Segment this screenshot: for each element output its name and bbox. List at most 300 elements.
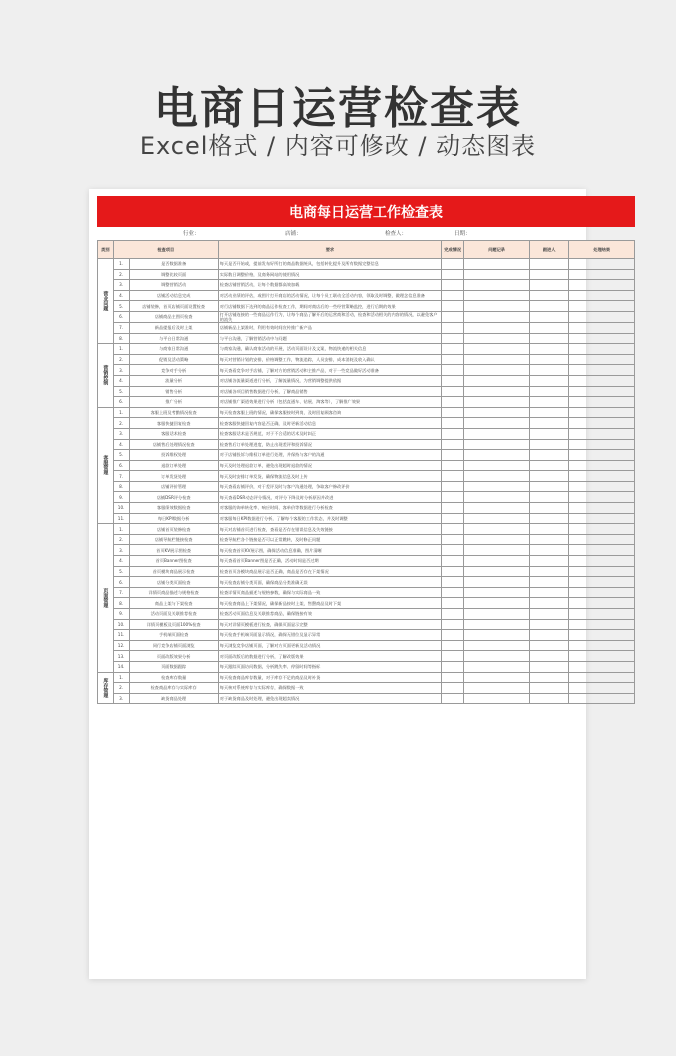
owner-cell[interactable] — [529, 290, 568, 301]
issue-cell[interactable] — [464, 460, 530, 471]
item-name: 退款订单处理 — [129, 460, 218, 471]
result-cell[interactable] — [569, 365, 635, 376]
item-name: 商品上架与下架检查 — [129, 598, 218, 609]
item-requirement: 对活动业绩的评估，或图片打开商店的活动情况，让每个员工联动全活动内容，领取及时调整，做理念信息准备 — [218, 290, 441, 301]
result-cell[interactable] — [569, 503, 635, 514]
issue-cell[interactable] — [464, 661, 530, 672]
table-row — [98, 311, 635, 322]
issue-cell[interactable] — [464, 311, 530, 322]
result-cell[interactable] — [569, 290, 635, 301]
done-cell[interactable] — [441, 630, 463, 641]
table-row — [98, 259, 635, 270]
result-cell[interactable] — [569, 397, 635, 408]
item-requirement: 检查客服快捷回复内容是否正确，及时更新活动信息 — [218, 418, 441, 429]
owner-cell[interactable] — [529, 630, 568, 641]
table-row — [98, 471, 635, 482]
item-name: 首页KV展示图检查 — [129, 545, 218, 556]
item-number: 1. — [113, 524, 129, 535]
result-cell[interactable] — [569, 333, 635, 344]
item-number: 2. — [113, 269, 129, 280]
done-cell[interactable] — [441, 407, 463, 418]
issue-cell[interactable] — [464, 545, 530, 556]
item-number: 2. — [113, 418, 129, 429]
done-cell[interactable] — [441, 280, 463, 291]
sheet-title: 电商每日运营工作检查表 — [97, 196, 635, 227]
done-cell[interactable] — [441, 587, 463, 598]
owner-cell[interactable] — [529, 365, 568, 376]
table-row — [98, 598, 635, 609]
owner-cell[interactable] — [529, 651, 568, 662]
owner-cell[interactable] — [529, 322, 568, 333]
issue-cell[interactable] — [464, 290, 530, 301]
item-number: 10. — [113, 619, 129, 630]
col-item: 检查项目 — [113, 241, 218, 259]
result-cell[interactable] — [569, 545, 635, 556]
table-row — [98, 481, 635, 492]
issue-cell[interactable] — [464, 640, 530, 651]
owner-cell[interactable] — [529, 471, 568, 482]
item-number: 3. — [113, 693, 129, 704]
result-cell[interactable] — [569, 577, 635, 588]
done-cell[interactable] — [441, 322, 463, 333]
issue-cell[interactable] — [464, 481, 530, 492]
issue-cell[interactable] — [464, 630, 530, 641]
issue-cell[interactable] — [464, 492, 530, 503]
result-cell[interactable] — [569, 524, 635, 535]
result-cell[interactable] — [569, 301, 635, 312]
item-requirement: 每天查看DSR动态评分情况，对评分下降及时分析原因并改进 — [218, 492, 441, 503]
result-cell[interactable] — [569, 619, 635, 630]
item-requirement: 每天核对系统库存与实际库存，确保数据一致 — [218, 683, 441, 694]
result-cell[interactable] — [569, 661, 635, 672]
item-name: 店铺活动信息完成 — [129, 290, 218, 301]
item-number: 11. — [113, 513, 129, 524]
result-cell[interactable] — [569, 693, 635, 704]
owner-cell[interactable] — [529, 386, 568, 397]
issue-cell[interactable] — [464, 513, 530, 524]
done-cell[interactable] — [441, 311, 463, 322]
issue-cell[interactable] — [464, 375, 530, 386]
owner-cell[interactable] — [529, 619, 568, 630]
item-number: 5. — [113, 566, 129, 577]
table-row — [98, 609, 635, 620]
item-number: 14. — [113, 661, 129, 672]
done-cell[interactable] — [441, 566, 463, 577]
result-cell[interactable] — [569, 439, 635, 450]
table-row — [98, 397, 635, 408]
done-cell[interactable] — [441, 598, 463, 609]
done-cell[interactable] — [441, 577, 463, 588]
item-name: 调整比较页面 — [129, 269, 218, 280]
table-row — [98, 534, 635, 545]
result-cell[interactable] — [569, 672, 635, 683]
owner-cell[interactable] — [529, 301, 568, 312]
owner-cell[interactable] — [529, 375, 568, 386]
issue-cell[interactable] — [464, 322, 530, 333]
table-row — [98, 524, 635, 535]
done-cell[interactable] — [441, 524, 463, 535]
owner-cell[interactable] — [529, 333, 568, 344]
item-name: 店铺装修，首页店铺页面设置检查 — [129, 301, 218, 312]
owner-cell[interactable] — [529, 450, 568, 461]
owner-cell[interactable] — [529, 269, 568, 280]
owner-cell[interactable] — [529, 661, 568, 672]
done-cell[interactable] — [441, 471, 463, 482]
owner-cell[interactable] — [529, 311, 568, 322]
done-cell[interactable] — [441, 259, 463, 270]
issue-cell[interactable] — [464, 280, 530, 291]
done-cell[interactable] — [441, 450, 463, 461]
done-cell[interactable] — [441, 513, 463, 524]
issue-cell[interactable] — [464, 651, 530, 662]
issue-cell[interactable] — [464, 683, 530, 694]
item-requirement: 每天及时安排订单发货，确保物流信息及时上传 — [218, 471, 441, 482]
result-cell[interactable] — [569, 407, 635, 418]
result-cell[interactable] — [569, 269, 635, 280]
item-requirement: 与平台沟通，了解营销活动中与问题 — [218, 333, 441, 344]
owner-cell[interactable] — [529, 566, 568, 577]
done-cell[interactable] — [441, 693, 463, 704]
owner-cell[interactable] — [529, 672, 568, 683]
issue-cell[interactable] — [464, 333, 530, 344]
table-row — [98, 577, 635, 588]
item-number: 8. — [113, 598, 129, 609]
issue-cell[interactable] — [464, 503, 530, 514]
table-row — [98, 407, 635, 418]
result-cell[interactable] — [569, 598, 635, 609]
item-requirement: 对客服每日KPI数据进行分析，了解每个客服的工作状态，并及时调整 — [218, 513, 441, 524]
table-row — [98, 672, 635, 683]
item-name: 检查商品库存与实际库存 — [129, 683, 218, 694]
item-name: 店铺首页装修检查 — [129, 524, 218, 535]
item-number: 1. — [113, 672, 129, 683]
issue-cell[interactable] — [464, 365, 530, 376]
item-requirement: 对客服的询单转化率、响应时间、客单价等数据进行分析检查 — [218, 503, 441, 514]
result-cell[interactable] — [569, 513, 635, 524]
table-row — [98, 269, 635, 280]
table-row — [98, 365, 635, 376]
done-cell[interactable] — [441, 397, 463, 408]
item-requirement: 每天是否开始或，提前发布好所打的商品数据统具，包括转化提升及所有数据完整信息 — [218, 259, 441, 270]
issue-cell[interactable] — [464, 386, 530, 397]
item-number: 4. — [113, 439, 129, 450]
owner-cell[interactable] — [529, 259, 568, 270]
item-requirement: 每天浏览竞争店铺页面，了解对方页面更新及活动情况 — [218, 640, 441, 651]
owner-cell[interactable] — [529, 354, 568, 365]
result-cell[interactable] — [569, 344, 635, 355]
result-cell[interactable] — [569, 386, 635, 397]
result-cell[interactable] — [569, 450, 635, 461]
item-name: 手机端页面检查 — [129, 630, 218, 641]
issue-cell[interactable] — [464, 344, 530, 355]
store-label: 店铺： — [285, 231, 302, 237]
result-cell[interactable] — [569, 280, 635, 291]
result-cell[interactable] — [569, 322, 635, 333]
item-requirement: 每天对店铺首页进行检查，查看是否存在错误信息及失效链接 — [218, 524, 441, 535]
done-cell[interactable] — [441, 683, 463, 694]
owner-cell[interactable] — [529, 503, 568, 514]
table-row — [98, 683, 635, 694]
col-result: 处理结果 — [569, 241, 635, 259]
issue-cell[interactable] — [464, 428, 530, 439]
item-number: 6. — [113, 577, 129, 588]
result-cell[interactable] — [569, 481, 635, 492]
done-cell[interactable] — [441, 619, 463, 630]
table-row — [98, 428, 635, 439]
item-name: 店铺售后处理情况检查 — [129, 439, 218, 450]
item-requirement: 每天检查客服上班的情况，确保客服按时到岗，及时回复顾客咨询 — [218, 407, 441, 418]
item-name: 店铺分类页面检查 — [129, 577, 218, 588]
result-cell[interactable] — [569, 534, 635, 545]
done-cell[interactable] — [441, 301, 463, 312]
table-row — [98, 333, 635, 344]
inspector-label: 检查人： — [385, 231, 408, 237]
date-label: 日期： — [454, 231, 471, 237]
item-name: 活动页面及关联推荐检查 — [129, 609, 218, 620]
item-requirement: 检查首页各模块商品展示是否正确，商品是否存在下架情况 — [218, 566, 441, 577]
result-cell[interactable] — [569, 354, 635, 365]
item-number: 3. — [113, 545, 129, 556]
issue-cell[interactable] — [464, 471, 530, 482]
done-cell[interactable] — [441, 556, 463, 567]
owner-cell[interactable] — [529, 492, 568, 503]
done-cell[interactable] — [441, 534, 463, 545]
item-requirement: 对店铺各流量渠道进行分析，了解流量情况，为营销调整提供依据 — [218, 375, 441, 386]
issue-cell[interactable] — [464, 259, 530, 270]
issue-cell[interactable] — [464, 566, 530, 577]
issue-cell[interactable] — [464, 524, 530, 535]
issue-cell[interactable] — [464, 407, 530, 418]
issue-cell[interactable] — [464, 450, 530, 461]
result-cell[interactable] — [569, 609, 635, 620]
item-requirement: 每天查看竞争对手店铺，了解对方的营销活动和主推产品，对于一些竞品做好活动准备 — [218, 365, 441, 376]
done-cell[interactable] — [441, 418, 463, 429]
item-name: 店铺导航栏链接检查 — [129, 534, 218, 545]
item-number: 9. — [113, 609, 129, 620]
item-name: 客服快捷回复检查 — [129, 418, 218, 429]
done-cell[interactable] — [441, 269, 463, 280]
item-number: 7. — [113, 587, 129, 598]
item-requirement: 每天查看首页Banner图是否正确，活动时间是否过期 — [218, 556, 441, 567]
issue-cell[interactable] — [464, 672, 530, 683]
item-name: 与商家日常沟通 — [129, 344, 218, 355]
issue-cell[interactable] — [464, 619, 530, 630]
item-requirement: 每天检查手机端页面显示情况，确保无错位及显示异常 — [218, 630, 441, 641]
item-requirement: 打开店铺连接的一些商品运作行为，让每个商品了解开后的运营商和活动，检查和活动相关的内容的情况，以避免客户的流失 — [218, 311, 441, 322]
result-cell[interactable] — [569, 683, 635, 694]
issue-cell[interactable] — [464, 354, 530, 365]
result-cell[interactable] — [569, 375, 635, 386]
done-cell[interactable] — [441, 545, 463, 556]
item-requirement: 对于店铺投诉与维权订单进行处理，并保持与客户的沟通 — [218, 450, 441, 461]
item-number: 5. — [113, 386, 129, 397]
item-requirement: 店铺新品上架准时，利用有效时间宣传推广新产品 — [218, 322, 441, 333]
table-row — [98, 630, 635, 641]
done-cell[interactable] — [441, 492, 463, 503]
table-row — [98, 439, 635, 450]
done-cell[interactable] — [441, 661, 463, 672]
owner-cell[interactable] — [529, 587, 568, 598]
item-name: 流量分析 — [129, 375, 218, 386]
done-cell[interactable] — [441, 290, 463, 301]
item-number: 5. — [113, 301, 129, 312]
done-cell[interactable] — [441, 460, 463, 471]
table-row — [98, 450, 635, 461]
issue-cell[interactable] — [464, 439, 530, 450]
owner-cell[interactable] — [529, 397, 568, 408]
item-requirement: 每天对详情页模板进行检查，确保页面显示完整 — [218, 619, 441, 630]
owner-cell[interactable] — [529, 609, 568, 620]
col-owner: 跟进人 — [529, 241, 568, 259]
item-name: 客服绩效数据检查 — [129, 503, 218, 514]
table-header-row — [98, 241, 635, 259]
done-cell[interactable] — [441, 365, 463, 376]
owner-cell[interactable] — [529, 344, 568, 355]
owner-cell[interactable] — [529, 534, 568, 545]
owner-cell[interactable] — [529, 418, 568, 429]
item-requirement: 对行店铺数据下达到的商品运作检查工作，期间对商店后的一些经营策略监控，进行后期的效果 — [218, 301, 441, 312]
issue-cell[interactable] — [464, 598, 530, 609]
checklist-table — [97, 240, 635, 704]
issue-cell[interactable] — [464, 418, 530, 429]
item-name: 销售分析 — [129, 386, 218, 397]
table-row — [98, 290, 635, 301]
result-cell[interactable] — [569, 418, 635, 429]
result-cell[interactable] — [569, 259, 635, 270]
item-name: 调整营销活动 — [129, 280, 218, 291]
result-cell[interactable] — [569, 428, 635, 439]
issue-cell[interactable] — [464, 609, 530, 620]
result-cell[interactable] — [569, 556, 635, 567]
result-cell[interactable] — [569, 460, 635, 471]
result-cell[interactable] — [569, 651, 635, 662]
result-cell[interactable] — [569, 492, 635, 503]
item-name: 同行竞争店铺页面浏览 — [129, 640, 218, 651]
result-cell[interactable] — [569, 471, 635, 482]
item-requirement: 检查导航栏各个链接是否可以正常跳转，及时修正问题 — [218, 534, 441, 545]
issue-cell[interactable] — [464, 693, 530, 704]
item-number: 6. — [113, 311, 129, 322]
owner-cell[interactable] — [529, 280, 568, 291]
done-cell[interactable] — [441, 333, 463, 344]
item-name: 缺货商品处理 — [129, 693, 218, 704]
item-name: 首页Banner图检查 — [129, 556, 218, 567]
result-cell[interactable] — [569, 311, 635, 322]
industry-label: 行业： — [183, 231, 200, 237]
item-number: 1. — [113, 259, 129, 270]
owner-cell[interactable] — [529, 545, 568, 556]
owner-cell[interactable] — [529, 640, 568, 651]
issue-cell[interactable] — [464, 577, 530, 588]
table-row — [98, 693, 635, 704]
spreadsheet-preview — [89, 189, 611, 979]
item-name: 促销及活动策略 — [129, 354, 218, 365]
done-cell[interactable] — [441, 375, 463, 386]
item-name: 页面数据跟踪 — [129, 661, 218, 672]
result-cell[interactable] — [569, 630, 635, 641]
item-number: 8. — [113, 333, 129, 344]
issue-cell[interactable] — [464, 556, 530, 567]
item-number: 3. — [113, 280, 129, 291]
item-requirement: 对于缺货商品及时处理，避免出现超卖情况 — [218, 693, 441, 704]
issue-cell[interactable] — [464, 269, 530, 280]
result-cell[interactable] — [569, 640, 635, 651]
owner-cell[interactable] — [529, 439, 568, 450]
item-name: 店铺DSR评分检查 — [129, 492, 218, 503]
item-requirement: 对页面改版后的数据进行分析，了解改版效果 — [218, 651, 441, 662]
item-name: 检查库存数量 — [129, 672, 218, 683]
owner-cell[interactable] — [529, 556, 568, 567]
col-done: 完成情况 — [441, 241, 463, 259]
owner-cell[interactable] — [529, 481, 568, 492]
item-requirement: 实际数日调整价格，及商务网站的使用情况 — [218, 269, 441, 280]
owner-cell[interactable] — [529, 407, 568, 418]
owner-cell[interactable] — [529, 513, 568, 524]
item-number: 9. — [113, 492, 129, 503]
owner-cell[interactable] — [529, 683, 568, 694]
issue-cell[interactable] — [464, 397, 530, 408]
result-cell[interactable] — [569, 566, 635, 577]
item-name: 店铺商品主图页检查 — [129, 311, 218, 322]
done-cell[interactable] — [441, 651, 463, 662]
issue-cell[interactable] — [464, 301, 530, 312]
owner-cell[interactable] — [529, 577, 568, 588]
table-row — [98, 587, 635, 598]
done-cell[interactable] — [441, 481, 463, 492]
owner-cell[interactable] — [529, 428, 568, 439]
issue-cell[interactable] — [464, 587, 530, 598]
table-row — [98, 354, 635, 365]
done-cell[interactable] — [441, 439, 463, 450]
item-requirement: 对店铺各项目销售数据进行分析，了解商品销售 — [218, 386, 441, 397]
item-name: 详情页商品描述与规格检查 — [129, 587, 218, 598]
owner-cell[interactable] — [529, 524, 568, 535]
done-cell[interactable] — [441, 386, 463, 397]
owner-cell[interactable] — [529, 460, 568, 471]
item-number: 4. — [113, 290, 129, 301]
item-number: 3. — [113, 365, 129, 376]
item-number: 7. — [113, 471, 129, 482]
result-cell[interactable] — [569, 587, 635, 598]
owner-cell[interactable] — [529, 693, 568, 704]
done-cell[interactable] — [441, 428, 463, 439]
issue-cell[interactable] — [464, 534, 530, 545]
table-row — [98, 545, 635, 556]
item-number: 13. — [113, 651, 129, 662]
item-number: 1. — [113, 344, 129, 355]
table-row — [98, 375, 635, 386]
page-subtitle: Excel格式 / 内容可修改 / 动态图表 — [139, 132, 537, 160]
done-cell[interactable] — [441, 503, 463, 514]
item-number: 2. — [113, 534, 129, 545]
item-number: 1. — [113, 407, 129, 418]
table-row — [98, 418, 635, 429]
owner-cell[interactable] — [529, 598, 568, 609]
done-cell[interactable] — [441, 640, 463, 651]
item-name: 新品提报后及时上架 — [129, 322, 218, 333]
table-row — [98, 619, 635, 630]
table-row — [98, 661, 635, 672]
done-cell[interactable] — [441, 672, 463, 683]
item-requirement: 每天对营销计划的安排，价格调整工作，物流追踪，人员安排，成本消耗及收入确认 — [218, 354, 441, 365]
item-requirement: 对店铺推广渠道效果进行分析（包括直通车、钻展、淘客等），了解推广效果 — [218, 397, 441, 408]
category-cell: 客服管理 — [98, 407, 114, 524]
done-cell[interactable] — [441, 609, 463, 620]
done-cell[interactable] — [441, 354, 463, 365]
done-cell[interactable] — [441, 344, 463, 355]
table-row — [98, 566, 635, 577]
item-name: 订单发货处理 — [129, 471, 218, 482]
